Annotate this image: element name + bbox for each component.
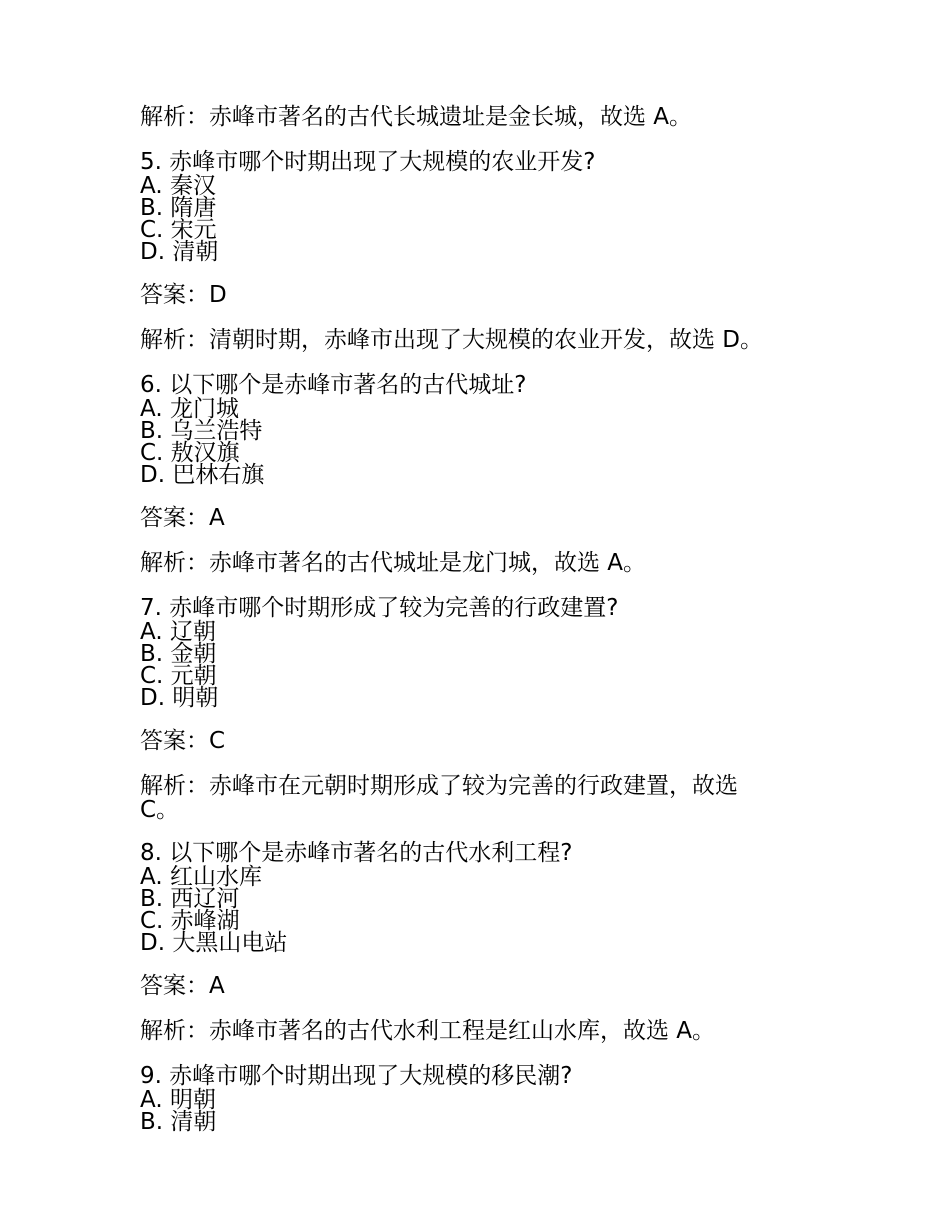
question-title: 7. 赤峰市哪个时期形成了较为完善的行政建置?	[140, 595, 619, 621]
analysis-6: 解析：赤峰市著名的古代城址是龙门城，故选 A。	[140, 550, 647, 576]
analysis-5: 解析：清朝时期，赤峰市出现了大规模的农业开发，故选 D。	[140, 327, 764, 353]
option-b: B. 金朝	[140, 641, 217, 667]
option-c: C. 赤峰湖	[140, 908, 240, 934]
answer-8: 答案：A	[140, 973, 225, 999]
option-a: A. 明朝	[140, 1087, 216, 1113]
analysis-8: 解析：赤峰市著名的古代水利工程是红山水库，故选 A。	[140, 1018, 716, 1044]
option-b: B. 乌兰浩特	[140, 418, 263, 444]
question-title: 6. 以下哪个是赤峰市著名的古代城址?	[140, 372, 527, 398]
option-c: C. 元朝	[140, 663, 217, 689]
option-c: C. 敖汉旗	[140, 440, 240, 466]
question-6	[140, 372, 820, 486]
question-7	[140, 595, 820, 709]
question-5	[140, 149, 820, 263]
question-8	[140, 840, 820, 954]
analysis-line-1: 解析：赤峰市在元朝时期形成了较为完善的行政建置，故选	[140, 773, 738, 799]
analysis-7	[140, 773, 820, 821]
answer-6: 答案：A	[140, 505, 225, 531]
question-title: 9. 赤峰市哪个时期出现了大规模的移民潮?	[140, 1063, 573, 1089]
analysis-line-2: C。	[140, 797, 180, 823]
analysis-4: 解析：赤峰市著名的古代长城遗址是金长城，故选 A。	[140, 104, 693, 130]
option-a: A. 辽朝	[140, 619, 216, 645]
option-c: C. 宋元	[140, 217, 217, 243]
option-d: D. 大黑山电站	[140, 930, 288, 956]
answer-7: 答案：C	[140, 728, 226, 754]
option-b: B. 西辽河	[140, 886, 240, 912]
option-b: B. 隋唐	[140, 195, 217, 221]
option-a: A. 龙门城	[140, 396, 239, 422]
option-d: D. 明朝	[140, 685, 219, 711]
option-d: D. 清朝	[140, 239, 219, 265]
answer-5: 答案：D	[140, 282, 227, 308]
question-title: 8. 以下哪个是赤峰市著名的古代水利工程?	[140, 840, 573, 866]
option-b: B. 清朝	[140, 1109, 217, 1135]
document-page	[140, 104, 820, 1152]
option-a: A. 红山水库	[140, 864, 262, 890]
option-a: A. 秦汉	[140, 173, 216, 199]
question-title: 5. 赤峰市哪个时期出现了大规模的农业开发?	[140, 149, 596, 175]
question-9	[140, 1063, 820, 1133]
option-d: D. 巴林右旗	[140, 462, 265, 488]
